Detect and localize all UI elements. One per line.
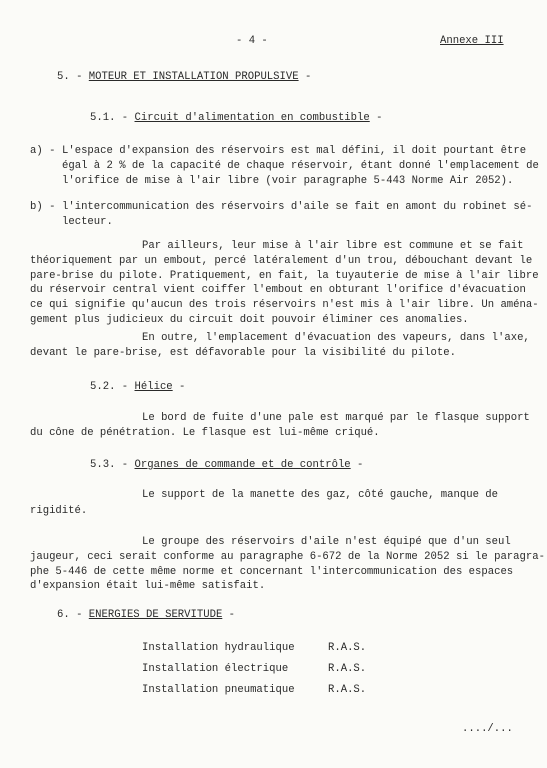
continuation-mark: ..../... bbox=[462, 723, 513, 735]
paragraph-jaugeur bbox=[30, 535, 545, 594]
text-line: l'intercommunication des réservoirs d'aile se fait en amont du robinet sé- bbox=[62, 201, 533, 213]
page-number: - 4 - bbox=[236, 35, 268, 47]
list-item bbox=[142, 641, 366, 662]
subsection-number: 5.1. - bbox=[90, 112, 129, 124]
item-b-text bbox=[62, 200, 532, 230]
subsection-title: Hélice bbox=[134, 381, 173, 393]
text-line: devant le pare-brise, est défavorable pour la visibilité du pilote. bbox=[30, 346, 456, 359]
section-title: ENERGIES DE SERVITUDE bbox=[88, 609, 223, 621]
item-label: Installation électrique bbox=[142, 663, 289, 675]
subsection-5-2-heading bbox=[90, 380, 185, 395]
text-line: théoriquement par un embout, percé latéralement d'un trou, débouchant devant le bbox=[30, 254, 533, 267]
subsection-number: 5.2. - bbox=[90, 381, 129, 393]
subsection-trailing: - bbox=[357, 459, 364, 471]
text-line: d'expansion était lui-même satisfait. bbox=[30, 580, 266, 593]
annex-label: Annexe III bbox=[440, 35, 504, 47]
section-5-heading bbox=[57, 70, 311, 85]
subsection-trailing: - bbox=[376, 112, 383, 124]
text-line: En outre, l'emplacement d'évacuation des vapeurs, dans l'axe, bbox=[142, 332, 530, 344]
paragraph-manette bbox=[30, 488, 498, 519]
section-trailing: - bbox=[304, 71, 312, 83]
subsection-number: 5.3. - bbox=[90, 459, 129, 471]
text-line: du réservoir central vient coiffer l'embout en obturant l'orifice d'évacuation bbox=[30, 284, 526, 297]
item-value: R.A.S. bbox=[328, 684, 367, 696]
paragraph-en-outre bbox=[30, 331, 530, 361]
text-line: du cône de pénétration. Le flasque est lui-même criqué. bbox=[30, 426, 380, 439]
subsection-trailing: - bbox=[179, 381, 186, 393]
text-line: Le support de la manette des gaz, côté gauche, manque de bbox=[142, 489, 499, 501]
section-trailing: - bbox=[228, 609, 236, 621]
text-line: pare-brise du pilote. Pratiquement, en fait, la tuyauterie de mise à l'air libre bbox=[30, 269, 539, 282]
paragraph-par-ailleurs bbox=[30, 239, 539, 328]
item-b-marker: b) - bbox=[30, 201, 56, 213]
text-line: ce qui signifie qu'aucun des trois réservoirs n'est mis à l'air libre. Un aména- bbox=[30, 299, 539, 312]
text-line: jaugeur, ceci serait conforme au paragraphe 6-672 de la Norme 2052 si le paragra- bbox=[30, 550, 545, 563]
section-6-heading bbox=[57, 608, 235, 623]
section-title: MOTEUR ET INSTALLATION PROPULSIVE bbox=[88, 71, 299, 83]
text-line: égal à 2 % de la capacité de chaque réservoir, étant donné l'emplacement de bbox=[62, 159, 539, 172]
subsection-5-1-heading bbox=[90, 111, 382, 126]
item-label: Installation hydraulique bbox=[142, 642, 295, 654]
text-line: rigidité. bbox=[30, 504, 88, 517]
text-line: phe 5-446 de cette même norme et concernant l'intercommunication des espaces bbox=[30, 565, 514, 578]
list-item bbox=[142, 662, 366, 683]
text-line: Le groupe des réservoirs d'aile n'est équipé que d'un seul bbox=[142, 536, 511, 548]
subsection-5-3-heading bbox=[90, 458, 363, 473]
text-line: L'espace d'expansion des réservoirs est mal défini, il doit pourtant être bbox=[62, 145, 527, 157]
text-line: lecteur. bbox=[62, 215, 113, 228]
section-number: 5. - bbox=[57, 71, 83, 83]
item-value: R.A.S. bbox=[328, 663, 367, 675]
text-line: Le bord de fuite d'une pale est marqué par le flasque support bbox=[142, 412, 530, 424]
item-value: R.A.S. bbox=[328, 642, 367, 654]
item-a-marker: a) - bbox=[30, 145, 56, 157]
list-item bbox=[142, 683, 366, 704]
item-label: Installation pneumatique bbox=[142, 684, 295, 696]
text-line: l'orifice de mise à l'air libre (voir paragraphe 5-443 Norme Air 2052). bbox=[62, 174, 514, 187]
subsection-title: Circuit d'alimentation en combustible bbox=[134, 112, 370, 124]
subsection-title: Organes de commande et de contrôle bbox=[134, 459, 351, 471]
text-line: gement plus judicieux du circuit doit pouvoir éliminer ces anomalies. bbox=[30, 313, 469, 326]
section-number: 6. - bbox=[57, 609, 83, 621]
item-a-text bbox=[62, 144, 539, 188]
energy-list bbox=[142, 641, 366, 704]
paragraph-helice bbox=[30, 411, 530, 441]
text-line: Par ailleurs, leur mise à l'air libre est commune et se fait bbox=[142, 240, 524, 252]
